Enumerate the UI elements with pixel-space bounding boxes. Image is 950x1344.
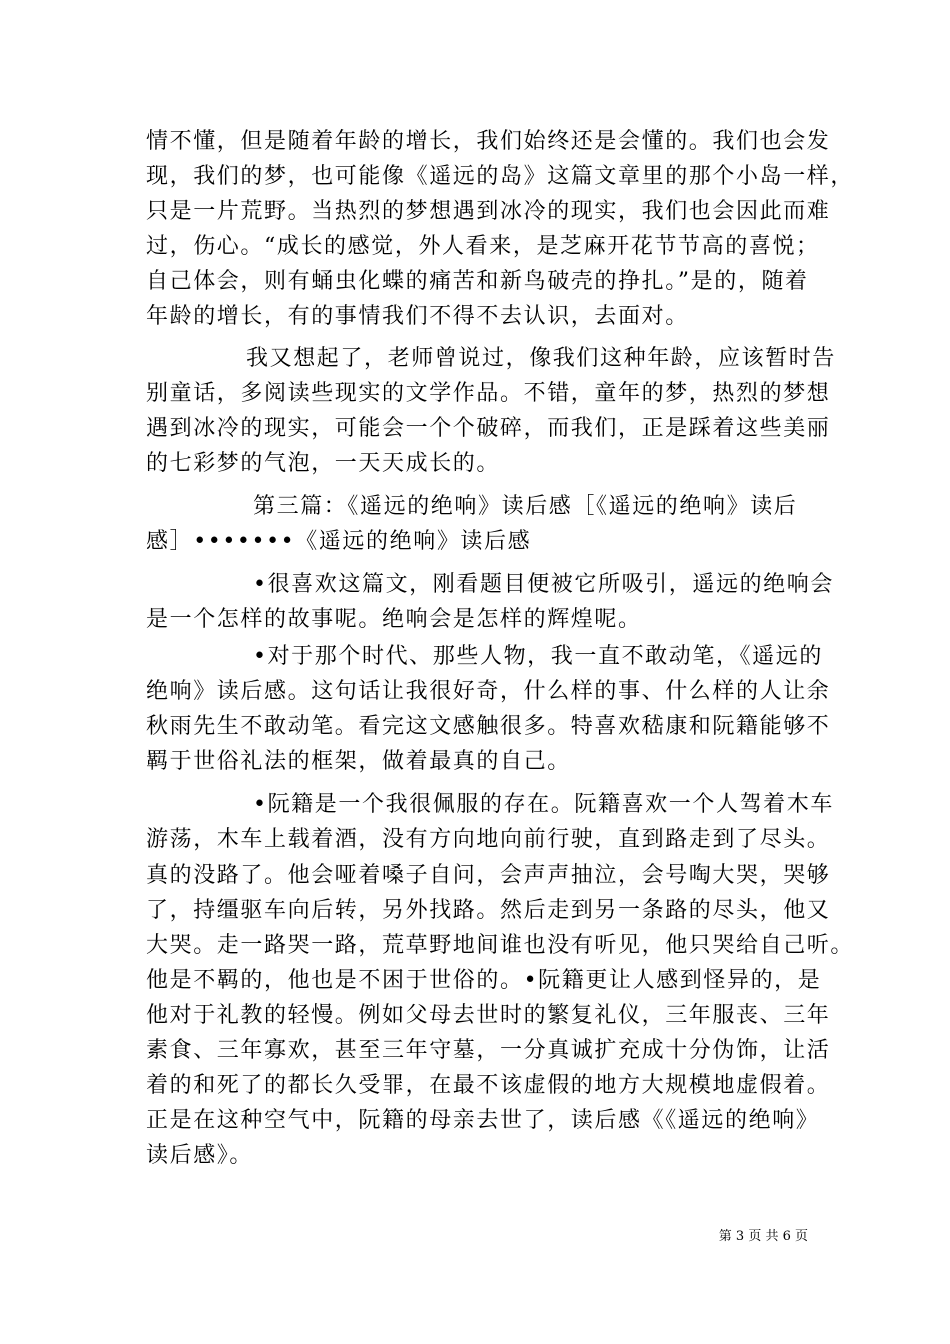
text-line: 大哭。走一路哭一路，荒草野地间谁也没有听见，他只哭给自己听。 <box>146 933 855 958</box>
text-line: 别童话，多阅读些现实的文学作品。不错，童年的梦，热烈的梦想 <box>146 381 831 406</box>
text-line: 绝响》读后感。这句话让我很好奇，什么样的事、什么样的人让余 <box>146 679 831 704</box>
text-line: 他是不羁的，他也是不困于世俗的。•阮籍更让人感到怪异的，是 <box>146 968 822 993</box>
text-line: 遇到冰冷的现实，可能会一个个破碎，而我们，正是踩着这些美丽 <box>146 416 831 441</box>
paragraph-first-line: •阮籍是一个我很佩服的存在。阮籍喜欢一个人驾着木车 <box>253 792 834 817</box>
section-title: 第三篇：《遥远的绝响》读后感［《遥远的绝响》读后 <box>253 494 798 519</box>
text-line: 过，伤心。“成长的感觉，外人看来，是芝麻开花节节高的喜悦； <box>146 234 820 259</box>
paragraph-first-line: •很喜欢这篇文，刚看题目便被它所吸引，遥远的绝响会 <box>253 572 834 597</box>
text-line: 年龄的增长，有的事情我们不得不去认识，去面对。 <box>146 304 689 329</box>
text-line: 的七彩梦的气泡，一天天成长的。 <box>146 451 501 476</box>
text-line: 现，我们的梦，也可能像《遥远的岛》这篇文章里的那个小岛一样， <box>146 164 855 189</box>
text-line: 素食、三年寡欢，甚至三年守墓，一分真诚扩充成十分伪饰，让活 <box>146 1038 831 1063</box>
text-line: 游荡，木车上载着酒，没有方向地向前行驶，直到路走到了尽头。 <box>146 827 831 852</box>
text-line: 自己体会，则有蛹虫化蝶的痛苦和新鸟破壳的挣扎。”是的，随着 <box>146 269 809 294</box>
text-line: 只是一片荒野。当热烈的梦想遇到冰冷的现实，我们也会因此而难 <box>146 199 831 224</box>
text-line: 是一个怎样的故事呢。绝响会是怎样的辉煌呢。 <box>146 607 642 632</box>
paragraph-first-line: •对于那个时代、那些人物，我一直不敢动笔，《遥远的 <box>253 644 823 669</box>
text-line: 读后感》。 <box>146 1143 254 1168</box>
text-line: 正是在这种空气中，阮籍的母亲去世了，读后感《《遥远的绝响》 <box>146 1108 820 1133</box>
text-line: 情不懂，但是随着年龄的增长，我们始终还是会懂的。我们也会发 <box>146 129 831 154</box>
text-line: 真的没路了。他会哑着嗓子自问，会声声抽泣，会号啕大哭，哭够 <box>146 863 831 888</box>
text-line: 了，持缰驱车向后转，另外找路。然后走到另一条路的尽头，他又 <box>146 898 831 923</box>
page-number: 第 3 页 共 6 页 <box>718 1229 808 1244</box>
text-line: 秋雨先生不敢动笔。看完这文感触很多。特喜欢嵇康和阮籍能够不 <box>146 714 831 739</box>
text-line: 着的和死了的都长久受罪，在最不该虚假的地方大规模地虚假着。 <box>146 1073 831 1098</box>
text-line: 羁于世俗礼法的框架，做着最真的自己。 <box>146 749 571 774</box>
text-line: 他对于礼教的轻慢。例如父母去世时的繁复礼仪，三年服丧、三年 <box>146 1003 831 1028</box>
paragraph-first-line: 我又想起了，老师曾说过，像我们这种年龄，应该暂时告 <box>246 346 837 371</box>
section-title-continued: 感］•••••••《遥远的绝响》读后感 <box>146 529 532 554</box>
